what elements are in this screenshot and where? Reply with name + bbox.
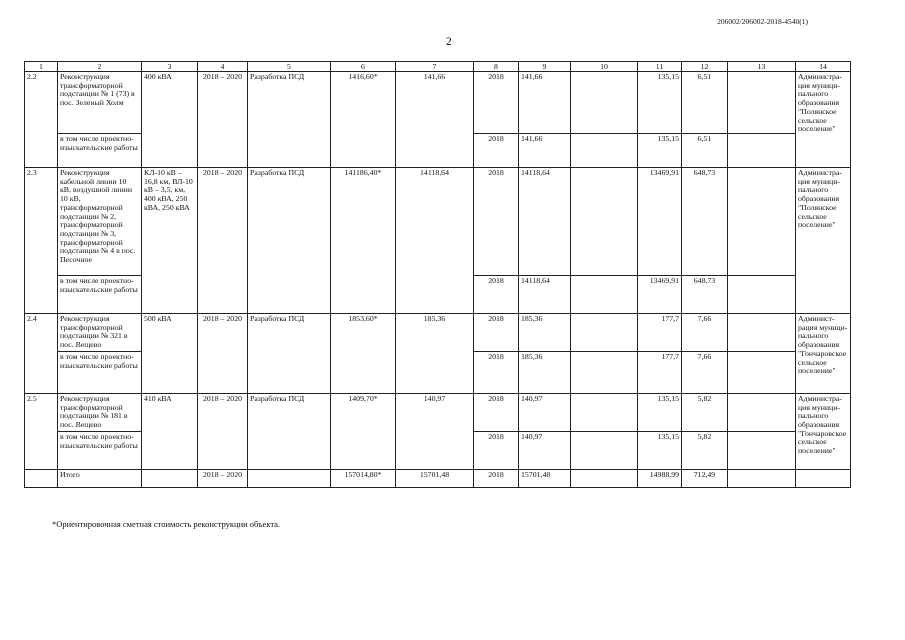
work-stage: Разработка ПСД (248, 168, 331, 314)
col12-value (728, 72, 796, 134)
row-number: 2.4 (25, 314, 58, 394)
period: 2018 – 2020 (198, 168, 248, 314)
col10-value: 135,15 (638, 431, 682, 469)
col10-value: 135,15 (638, 72, 682, 134)
col12-value (728, 168, 796, 276)
year: 2018 (474, 168, 519, 276)
col9-value (571, 351, 638, 393)
capacity: 410 кВА (142, 393, 198, 469)
col11-value: 6,51 (682, 134, 728, 168)
col11-value: 7,66 (682, 314, 728, 352)
work-stage (248, 469, 331, 487)
col11-value: 712,49 (682, 469, 728, 487)
col11-value: 5,82 (682, 431, 728, 469)
work-stage: Разработка ПСД (248, 393, 331, 469)
executor: Администра-ция муници-пального образования "Гончаровское сельское поселение" (796, 393, 851, 469)
col10-value: 177,7 (638, 314, 682, 352)
project-row (25, 168, 851, 276)
col-number: 9 (519, 62, 571, 72)
subrow-label: в том числе проектно-изыскательские работы (58, 431, 142, 469)
col8-value: 140,97 (519, 393, 571, 431)
col-number: 4 (198, 62, 248, 72)
period: 2018 – 2020 (198, 314, 248, 394)
col12-value (728, 276, 796, 314)
col12-value (728, 351, 796, 393)
col8-value: 14118,64 (519, 168, 571, 276)
executor: Администра-ция муници-пального образования "Полянское сельское поселение" (796, 72, 851, 168)
col10-value: 135,15 (638, 134, 682, 168)
row-number: 2.2 (25, 72, 58, 168)
total-row (25, 469, 851, 487)
col8-value: 140,97 (519, 431, 571, 469)
col-number: 12 (682, 62, 728, 72)
col-number: 7 (396, 62, 474, 72)
executor: Администра-ция муници-пального образования "Полянское сельское поселение" (796, 168, 851, 314)
total-cost: 1416,60* (331, 72, 396, 168)
col8-value: 141,66 (519, 72, 571, 134)
col-number: 1 (25, 62, 58, 72)
col10-value: 13469,91 (638, 168, 682, 276)
year: 2018 (474, 72, 519, 134)
subrow-label: в том числе проектно-изыскательские работы (58, 134, 142, 168)
total-label: Итого (58, 469, 142, 487)
col-number: 14 (796, 62, 851, 72)
col8-value: 185,36 (519, 314, 571, 352)
program-table (24, 61, 851, 488)
col-number: 5 (248, 62, 331, 72)
page-number: 2 (446, 36, 452, 48)
year: 2018 (474, 314, 519, 352)
project-name: Реконструкция трансформаторной подстанции № 321 в пос. Вещево (58, 314, 142, 352)
year: 2018 (474, 351, 519, 393)
total-cost: 157014,80* (331, 469, 396, 487)
col9-value (571, 72, 638, 134)
subrow-label: в том числе проектно-изыскательские работы (58, 351, 142, 393)
col-number: 13 (728, 62, 796, 72)
col-number: 8 (474, 62, 519, 72)
total-cost: 1853,60* (331, 314, 396, 394)
document-id: 206002/206002-2018-4540(1) (717, 17, 808, 26)
year: 2018 (474, 276, 519, 314)
year: 2018 (474, 134, 519, 168)
col-number: 10 (571, 62, 638, 72)
work-stage: Разработка ПСД (248, 72, 331, 168)
project-name: Реконструкция кабельной линии 10 кВ, воздушной линии 10 кВ, трансформаторной подстанции № 2, трансформаторной подстанции № 3, трансформаторной подстанции № 4 в пос. Песочное (58, 168, 142, 276)
executor (796, 469, 851, 487)
year: 2018 (474, 469, 519, 487)
row-number (25, 469, 58, 487)
row-number: 2.5 (25, 393, 58, 469)
col8-value: 15701,48 (519, 469, 571, 487)
col11-value: 648,73 (682, 168, 728, 276)
col8-value: 185,36 (519, 351, 571, 393)
row-number: 2.3 (25, 168, 58, 314)
col10-value: 14988,99 (638, 469, 682, 487)
project-row (25, 393, 851, 431)
work-stage: Разработка ПСД (248, 314, 331, 394)
col9-value (571, 469, 638, 487)
col-number: 2 (58, 62, 142, 72)
col9-value (571, 134, 638, 168)
col-number: 6 (331, 62, 396, 72)
col11-value: 648,73 (682, 276, 728, 314)
col8-value: 141,66 (519, 134, 571, 168)
col6-value: 140,97 (396, 393, 474, 469)
col10-value: 135,15 (638, 393, 682, 431)
subrow-label: в том числе проектно-изыскательские работы (58, 276, 142, 314)
col12-value (728, 314, 796, 352)
footnote: *Ориентировочная сметная стоимость реконструкции объекта. (52, 519, 281, 529)
col-number: 11 (638, 62, 682, 72)
capacity: 500 кВА (142, 314, 198, 394)
col6-value: 141,66 (396, 72, 474, 168)
col-number: 3 (142, 62, 198, 72)
col11-value: 7,66 (682, 351, 728, 393)
total-cost: 141186,40* (331, 168, 396, 314)
executor: Админист-рация муници-пального образования "Гончаровское сельское поселение" (796, 314, 851, 394)
col12-value (728, 393, 796, 431)
col10-value: 177,7 (638, 351, 682, 393)
col11-value: 5,82 (682, 393, 728, 431)
project-row (25, 72, 851, 134)
col9-value (571, 393, 638, 431)
col12-value (728, 431, 796, 469)
col10-value: 13469,91 (638, 276, 682, 314)
column-number-row (25, 62, 851, 72)
project-row (25, 314, 851, 352)
col9-value (571, 276, 638, 314)
col6-value: 15701,48 (396, 469, 474, 487)
col6-value: 14118,64 (396, 168, 474, 314)
col9-value (571, 431, 638, 469)
table-body (25, 62, 851, 488)
total-cost: 1409,70* (331, 393, 396, 469)
col12-value (728, 134, 796, 168)
col12-value (728, 469, 796, 487)
year: 2018 (474, 393, 519, 431)
capacity: 400 кВА (142, 72, 198, 168)
col11-value: 6,51 (682, 72, 728, 134)
capacity: КЛ-10 кВ – 16,8 км, ВЛ-10 кВ – 3,5, км, 400 кВА, 250 кВА, 250 кВА (142, 168, 198, 314)
project-name: Реконструкция трансформаторной подстанции № 1 (73) в пос. Зеленый Холм (58, 72, 142, 134)
col8-value: 14118,64 (519, 276, 571, 314)
col9-value (571, 314, 638, 352)
period: 2018 – 2020 (198, 393, 248, 469)
col6-value: 185,36 (396, 314, 474, 394)
project-name: Реконструкция трансформаторной подстанции № 181 в пос. Вещево (58, 393, 142, 431)
year: 2018 (474, 431, 519, 469)
col9-value (571, 168, 638, 276)
period: 2018 – 2020 (198, 72, 248, 168)
capacity (142, 469, 198, 487)
period: 2018 – 2020 (198, 469, 248, 487)
